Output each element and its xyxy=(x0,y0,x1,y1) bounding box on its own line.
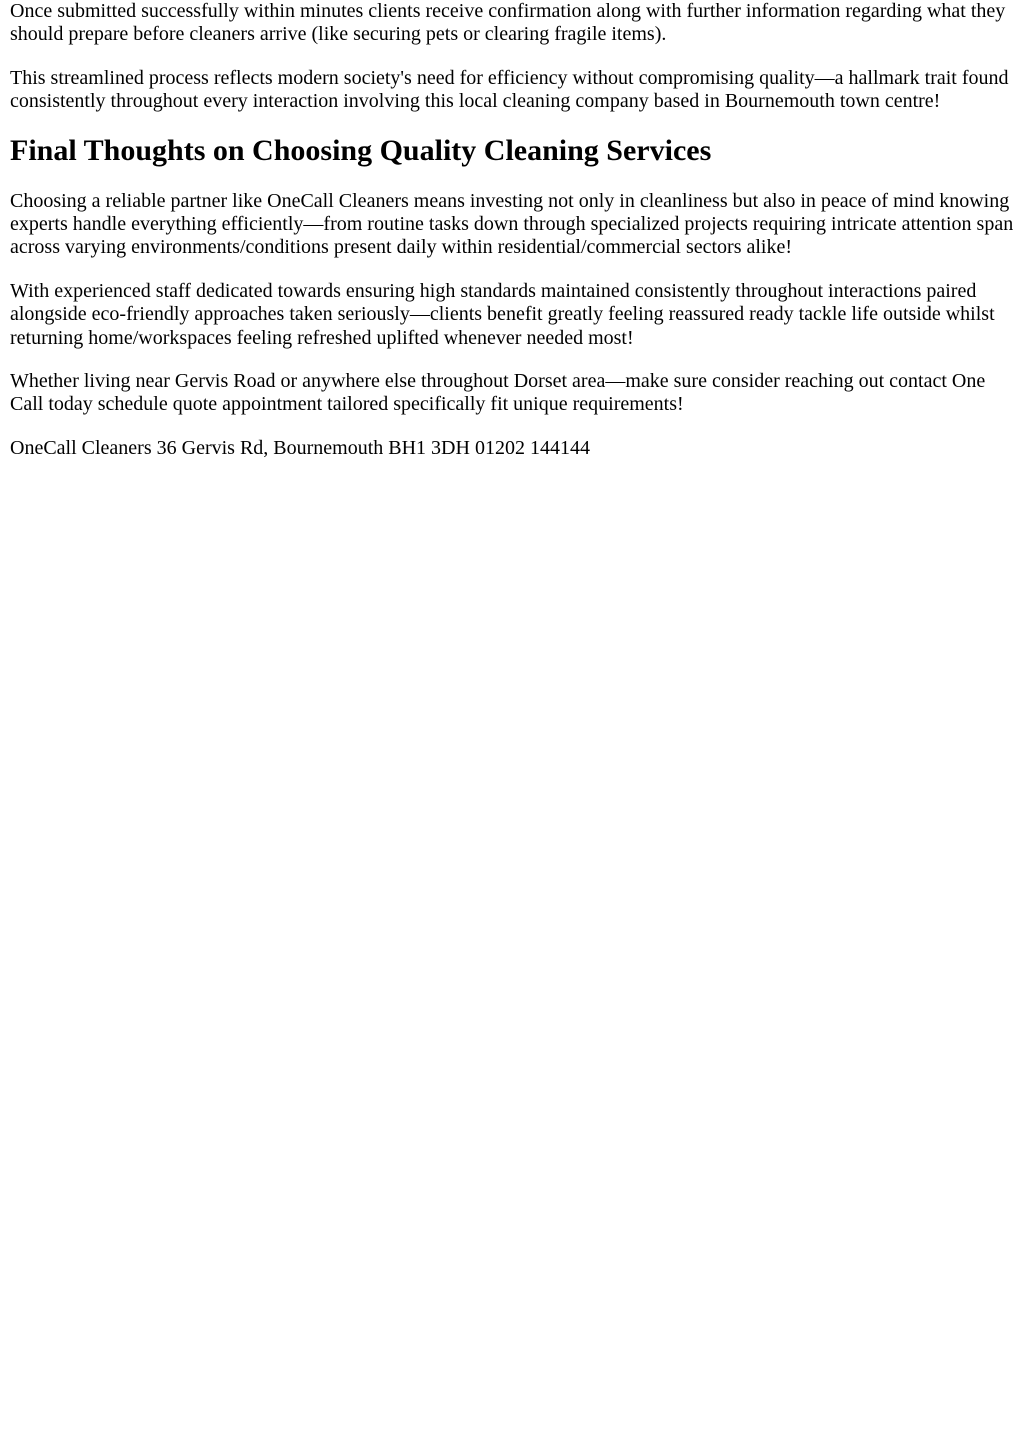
paragraph-call-to-action: Whether living near Gervis Road or anywhere else throughout Dorset area—make sure consider reaching out contact One Call today schedule quote appointment tailored specifically fit unique requirements! xyxy=(10,370,986,416)
paragraph-streamlined-process: This streamlined process reflects modern society's need for efficiency without compromising quality—a hallmark trait found consistently throughout every interaction involving this local cleaning company based in Bournemouth town centre! xyxy=(10,66,1009,113)
paragraph-experienced-staff: With experienced staff dedicated towards ensuring high standards maintained consistently throughout interactions paired alongside eco-friendly approaches taken seriously—clients benefit greatly feeling reassured ready tackle life outside whilst returning home/workspaces feeling refreshed uplifted whenever needed most! xyxy=(10,279,995,349)
paragraph-confirmation: Once submitted successfully within minutes clients receive confirmation along with further information regarding what they should prepare before cleaners arrive (like securing pets or clearing fragile items). xyxy=(10,0,1006,46)
article-content xyxy=(10,0,1014,460)
paragraph-reliable-partner: Choosing a reliable partner like OneCall Cleaners means investing not only in cleanliness but also in peace of mind knowing experts handle everything efficiently—from routine tasks down through specialized projects requiring intricate attention span across varying environments/conditions present daily within residential/commercial sectors alike! xyxy=(10,189,1014,259)
contact-details: OneCall Cleaners 36 Gervis Rd, Bournemouth BH1 3DH 01202 144144 xyxy=(10,436,590,459)
section-heading: Final Thoughts on Choosing Quality Cleaning Services xyxy=(10,133,712,167)
